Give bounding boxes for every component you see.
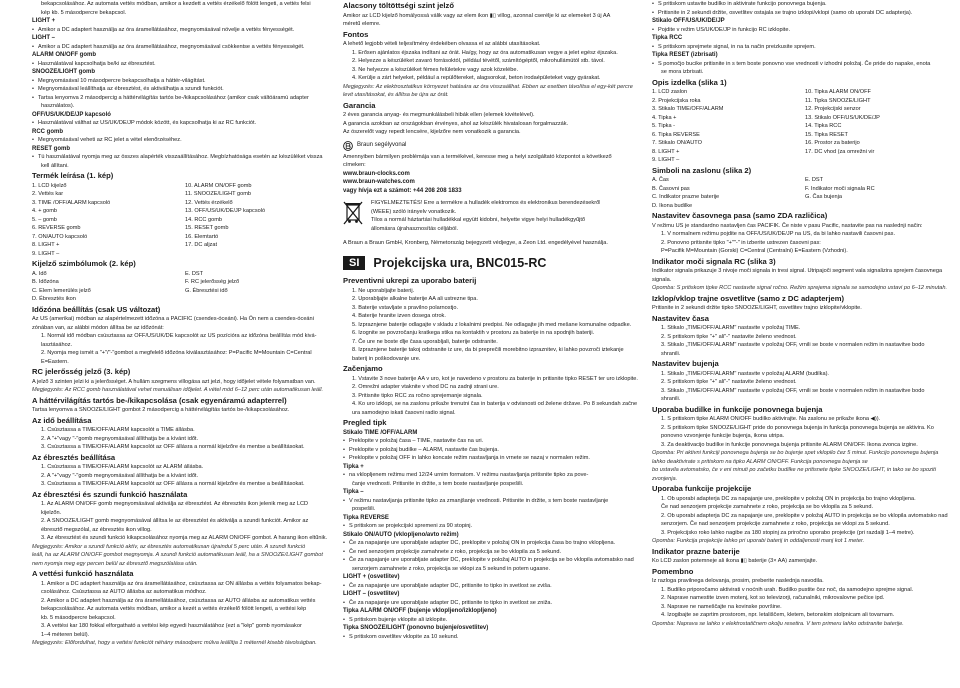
section-heading: RC jelerősség jelző (3. kép) xyxy=(32,367,131,376)
text-line: 3. Stikalo „TIME/OFF/ALARM" nastavite v položaj OFF, vrnili se boste v normalen režim in nastavitve bodo xyxy=(661,342,925,348)
text-line: • Če za napajanje ure uporabljate adapter DC, pritisnite to tipko in svetlost se zniža. xyxy=(343,599,643,608)
text-line: • Če za napajanje ure uporabljate adapter DC, preklopite v položaj ON in projekcija časa bo trajno vklopljena. xyxy=(343,539,643,548)
list-item: C. Elem lemerülés jelző xyxy=(32,287,91,294)
section-heading: RCC gomb xyxy=(32,128,63,135)
text-line: 3. Csúsztassa a TIME/OFF/ALARM kapcsolót az OFF állásra a normál kijelzőre és mentse a beállításokat. xyxy=(41,444,305,450)
sl-instructions-part2 xyxy=(652,211,954,628)
text-line: 2. Naprave namestite izven motenj, kot so televizorji, računalniki, mikrovalovne pečice ipd. xyxy=(661,595,885,601)
text-line: 3. Stikalo „TIME/OFF/ALARM" nastavite v položaj OFF, vrnili se boste v normalen režim in nastavitve bodo xyxy=(661,387,925,394)
text-line: • Megnyomásával veheti az RC jelet a vétel elenőrzéséhez. xyxy=(32,136,334,145)
column-slovenian xyxy=(652,0,954,688)
text-line: 2. S pritiskom tipke "+" ali"-" nastavite želeno vrednost. xyxy=(661,333,797,340)
text-line: 6. Izognite se povzročanju kratkega stika na kontaktih v prostoru za baterije in na spodnjih bateriji. xyxy=(352,330,595,336)
section-heading: LIGHT – xyxy=(32,35,56,41)
text-line: A garancia azokban az országokban érvényes, ahol az készülék hivatalosan forgalmazzák. xyxy=(343,120,569,127)
sl-product-parts-grid xyxy=(652,88,954,165)
section-heading: Stikalo OFF/US/UK/DE/JP xyxy=(652,18,725,24)
section-heading: Tipka REVERSE xyxy=(343,514,389,521)
text-line: 1. Ne uporabljajte baterij. xyxy=(352,287,415,294)
section-heading: Alacsony töltöttségi szint jelző xyxy=(343,1,454,10)
sl-language-badge: SI xyxy=(343,256,365,271)
text-line: címeken: xyxy=(343,162,366,168)
text-line: 3. Ne helyezze a készüléket fémes felületekre vagy azok közelébe. xyxy=(352,66,519,73)
list-item: G. Čas bujenja xyxy=(805,194,843,200)
list-item: D. Ikona budilke xyxy=(652,202,693,209)
text-line: 1. Csúsztassa a TIME/OFF/ALARM kapcsolót az ALARM állásba. xyxy=(41,464,204,470)
text-line: 2. Uporabljajte alkalne baterije AA ali ustrezne tipa. xyxy=(352,296,478,302)
text-line: 3. Az ébresztést és szundi funkció kikapcsolásához nyomja meg az ALARM ON/OFF gombot. A harang ikon eltűnik. xyxy=(41,535,328,541)
text-line: bekapcsolásához. Az automata vettés módban, amikor a kezét a vettés érzékelő fölött lengeti, a vettési kép xyxy=(41,606,307,612)
column-hungarian xyxy=(32,0,334,688)
text-line: Ko LCD zaslon potemneje ali ikona ▮▯ baterije (3× AA) zamenjajte. xyxy=(652,558,818,564)
list-item: 8. LIGHT + xyxy=(652,148,680,155)
section-heading: www.braun-watches.com xyxy=(343,179,415,185)
list-item: B. Časovni pas xyxy=(652,185,690,192)
text-line: 3. Pritisnite tipko RCC za ročno sprejemanje signala. xyxy=(352,392,483,399)
section-heading: OFF/US/UK/DE/JP kapcsoló xyxy=(32,111,111,118)
list-item: C. Indikator prazne baterije xyxy=(652,194,720,200)
text-line: Opomba: Pri aktivni funkciji ponovnega bujenja se bo bujenje spet vklopilo čez 5 minut. Funkcijo ponovnega bujenja xyxy=(652,450,939,456)
list-item: 1. LCD zaslon xyxy=(652,89,688,95)
list-item: F. Indikator moči signala RC xyxy=(805,185,875,192)
list-item: 11. Tipka SNOOZE/LIGHT xyxy=(805,97,871,104)
text-line: Pritisnite in 2 sekundi držite tipko SNOOZE/LIGHT, osvetlitev trajno izklopite/vklopite. xyxy=(652,305,862,311)
list-item: 9. LIGHT – xyxy=(652,157,680,163)
text-line: Če nad senzorjem projekcije zamahnete z roko, projekcija se bo vklopila za 5 sekund. xyxy=(661,504,874,510)
sl-symbols-left xyxy=(652,176,801,210)
text-line: shranili. xyxy=(661,350,681,357)
text-line: V režimu US je standardno nastavljen čas PACIFIK. Če niste v pasu Pacific, nastavite pas na naslednji način: xyxy=(652,222,923,229)
text-line: 3. Naprave ne nameščajte na kovinske površine. xyxy=(661,603,782,610)
text-line: 1. Budilko priporočamo aktivirati v noćnih urah. Budilko pustite čez noč, da samodejno sprejme signal. xyxy=(661,586,914,593)
hu-product-parts-grid xyxy=(32,182,334,259)
hu-service-contacts xyxy=(343,153,643,196)
section-heading: Začenjamo xyxy=(343,364,383,373)
list-item: 7. ON/AUTO kapcsoló xyxy=(32,233,88,240)
list-item: Tilos a normál háztartási hulladékkal együtt kidobni, helyette vigye helyi hulladékgyűjtő xyxy=(371,217,586,223)
section-heading: Az ébresztés beállítása xyxy=(32,452,116,462)
text-line: Amennyiben bármilyen problémája van a termékével, keresse meg a helyi szolgáltató központot a következő xyxy=(343,153,612,160)
text-line: kell állítani. xyxy=(41,162,69,169)
list-item: D. Ébresztés ikon xyxy=(32,296,76,302)
text-line: • S pritiskom se projekcijski spremeni za 90 stopinj. xyxy=(343,522,643,531)
section-heading: Stikalo TIME /OFF/ALARM xyxy=(343,429,418,436)
text-line: kép kb. 5 másodpercre bekapcsol. xyxy=(41,9,127,16)
text-line: 2. S pritiskom tipke "+" ali"-" nastavite želeno vrednost. xyxy=(661,379,797,385)
sl-section-banner xyxy=(343,256,643,271)
text-line: 3. Za deaktivacijo budilke in funkcije ponovnega bujenja pritisnite ALARM ON/OFF. Ikona zvonca izgine. xyxy=(661,441,918,448)
section-heading: Tipka RCC xyxy=(652,35,683,41)
sl-symbols-title: Simboli na zaslonu (slika 2) xyxy=(652,165,752,175)
text-line: Az US (amerikai) módban az alapértelmezett időzóna a PACIFIC (csendes-óceáni). Ha Ön nem a csendes-óceáni xyxy=(32,316,314,322)
text-line: Opomba: Naprava se lahko v elektrostatičnem okolju resetira. V tem primeru lahko odstranite baterije. xyxy=(652,620,904,627)
text-line: 1. Stikalo „TIME/OFF/ALARM" nastavite v položaj TIME. xyxy=(661,325,801,331)
text-line: P=Pacifik M=Mountain (Gorski) C=Central (Centralni) E=Eastern (Vzhodni). xyxy=(661,248,848,254)
text-line: 2. Ponovno pritisnite tipko "+""-" in izberite ustrezen časovni pas: xyxy=(661,239,821,246)
section-heading: Tipka RESET (izbrisati) xyxy=(652,52,718,58)
sl-instructions-part1 xyxy=(343,276,643,641)
list-item: 14. RCC gomb xyxy=(185,216,222,223)
list-item: B. Időzóna xyxy=(32,279,59,285)
section-heading: LIGHT + (osvetlitev) xyxy=(343,574,400,580)
text-line: 2. S pritiskom tipke SNOOZE/LIGHT pride do ponovnega bujenja in funkcija ponovnega bujenja se aktivira. Ko xyxy=(661,424,934,431)
section-heading: vagy hívja ezt a számot: +44 208 208 1833 xyxy=(343,187,462,194)
text-line: ébresztő megszólal, az ébresztés ikon villog. xyxy=(41,526,152,533)
sl-product-description-title: Opis izdelka (slika 1) xyxy=(652,77,727,87)
text-line: senzorjem zamahnete z roko, projekcija se vklopi za 5 sekund in potem ugasne. xyxy=(352,565,551,572)
section-heading: Az ébresztési és szundi funkció használata xyxy=(32,489,188,499)
section-heading: LIGHT – (osvetlitev) xyxy=(343,591,400,597)
list-item: 6. REVERSE gomb xyxy=(32,225,81,231)
section-heading: Időzóna beállítás (csak US változat) xyxy=(32,304,161,314)
text-line: használatos). xyxy=(41,103,75,109)
list-item: 3. TIME /OFF/ALARM kapcsoló xyxy=(32,199,111,206)
text-line: méretű elemre. xyxy=(343,21,381,27)
list-item: FIGYELMEZTETÉS! Erre a termékre a hulladék elektromos és elektronikus berendezésekről xyxy=(371,200,601,206)
text-line: Megjegyzés: Az RCC gomb használatával vehet manuálisan időjelet. A vétel mód 6–12 perc után automatikusan leáll. xyxy=(32,387,324,393)
text-line: 1–4 méteren belül). xyxy=(41,631,90,638)
section-heading: Tipka + xyxy=(343,463,364,470)
list-item: 10. ALARM ON/OFF gomb xyxy=(185,182,252,189)
list-item: 2. Vettés kar xyxy=(32,191,64,197)
text-line: 1. S pritiskom tipke ALARM ON/OFF budilko aktivirajte. Na zaslonu se prikaže ikona ◀)). xyxy=(661,416,881,422)
list-item: 8. LIGHT + xyxy=(32,242,60,248)
text-line: • Használatával kapcsolhatja be/ki az ébresztést. xyxy=(32,60,334,69)
list-item: 3. Stikalo TIME/OFF/ALARM xyxy=(652,106,724,112)
column-middle xyxy=(343,0,643,688)
section-heading: SNOOZE/LIGHT gomb xyxy=(32,69,95,75)
text-line: • Megnyomásával 10 másodpercre bekapcsolhatja a háttér-világítást. xyxy=(32,77,334,86)
braun-service-label: Braun segélyvonal xyxy=(357,142,407,149)
list-item: 4. Tipka + xyxy=(652,114,677,121)
list-item: 15. Tipka RESET xyxy=(805,131,848,138)
text-line: • Tartsa lenyomva 2 másodpercig a háttérvilágítás tartós be-/kikapcsolásához (amikor csak váltóáramú adapter xyxy=(32,94,334,103)
text-line: 4. Izogibajte se zaprtim prostorom, npr. letališčem, kletem, betonskim stolpnicam ali tovarnam. xyxy=(661,612,895,618)
text-line: 5. Izpraznjene baterije odlagajte v skladu z lokalnimi predpisi. Ne odlagajte jih med mešane komunalne odpadke. xyxy=(352,321,632,328)
list-item: F. RC jelerősség jelző xyxy=(185,279,240,285)
text-line: ponovno vzvonjenje funkcije bujenja, ikona utripa. xyxy=(661,433,785,439)
text-line: • Pojdite v režim US/UK/DE/JP in funkcijo RC izklopite. xyxy=(652,26,954,35)
list-item: A. Idő xyxy=(32,270,47,277)
section-heading: www.braun-clocks.com xyxy=(343,170,410,177)
text-line: 7. Če ure ne boste dlje časa uporabljali, baterije odstranite. xyxy=(352,338,498,345)
hu-product-description-title: Termék leírása (1. kép) xyxy=(32,171,114,180)
text-line: 3. Csúsztassa a TIME/OFF/ALARM kapcsolót az OFF állásra a normál kijelzőre és mentse a beállításokat. xyxy=(41,481,305,487)
section-heading: LIGHT + xyxy=(32,18,56,24)
list-item: 6. Tipka REVERSE xyxy=(652,131,700,138)
section-heading: A vettési funkció használata xyxy=(32,569,134,578)
text-line: 1. V normalnem režimu pojdite na OFF/US/UK/DE/JP na US, da bi lahko nastavili časovni pas. xyxy=(661,231,896,237)
section-heading: Pregled tipk xyxy=(343,418,387,427)
text-line: • S pritiskom sprejmete signal, in na ta način preizkusite sprejem. xyxy=(652,43,954,52)
text-line: • Preklopite v položaj budilke – ALARM, nastavite čas bujenja. xyxy=(343,446,643,455)
sl-symbols-right xyxy=(805,176,954,210)
weee-notice xyxy=(343,199,643,233)
hu-symbols-left xyxy=(32,270,181,304)
text-line: 3. Baterije vstavljate s pravilno polarnostjo. xyxy=(352,304,459,311)
text-line: 2. Helyezze a készüléket zavaró forrásoktól, például tévétől, számítógéptől, mikrohullámútól stb. távol. xyxy=(352,58,605,64)
text-line: • Amikor a DC adaptert használja az óra áramellátásához, megnyomásával csökkentse a vettés fényességét. xyxy=(32,43,334,52)
text-line: 2. Amikor a DC adaptert használja az óra áramellátásához, csúsztassa az AUTO állásba az automatikus vettés xyxy=(41,597,316,604)
text-line: • Használatával válthat az US/UK/DE/JP módok között, és kapcsolhatja ki az RC funkciót. xyxy=(32,119,334,128)
text-line: 3. Projekcijsko roko lahko nagibe za 180 stopinj za priročno uporabo projekcije (pri razdalji 1–4 metre). xyxy=(661,529,915,536)
list-item: E. DST xyxy=(185,270,204,277)
section-heading: RESET gomb xyxy=(32,145,71,152)
section-heading: A háttérvilágítás tartós be-/kikapcsolása (csak egyenáramú adapterrel) xyxy=(32,395,287,405)
hu-button-descriptions xyxy=(32,0,334,170)
text-line: Indikator signala prikazuje 3 nivoje moči signala in tresi signal. Utripajoči segment vala signalizira sprejem časovnega xyxy=(652,268,943,274)
text-line: • Tú használatával nyomja meg az összes alapérték visszaállításához. Megbízhatósága esetén az készüléket vissza xyxy=(32,153,334,162)
text-line: 1. Ob uporabi adapterja DC za napajanje ure, preklopite v položaj ON in projekcija bo trajno vklopljena. xyxy=(661,495,916,502)
hu-symbols-title: Kijelző szimbólumok (2. kép) xyxy=(32,259,136,268)
list-item: 17. DC vhod (za omrežni vir xyxy=(805,148,875,155)
hu-instructions xyxy=(32,305,334,648)
text-line: čanje vrednosti. Pritisnite in držite, s tem boste nastavljanje pospešili. xyxy=(352,480,524,487)
text-line: leáll, ha az ALARM ON/OFF gombot megnyomja. A szundi funkció automatikusan leáll, ha a SNOOZE/LIGHT gombot xyxy=(32,552,323,558)
text-line: kb. 5 másodpercre bekapcsol. xyxy=(41,614,116,621)
text-line: 2. A SNOOZE/LIGHT gomb megnyomásával állítsa le az ébresztést és aktiválja a szundi funkciót. Amikor az xyxy=(41,518,309,524)
list-item: G. Ébresztési idő xyxy=(185,287,228,294)
text-line: • Če ned senzorjem projekcije zamahnete z roko, projekcija se bo vklopila za 5 sekund. xyxy=(343,548,643,557)
list-item: 5. Tipka - xyxy=(652,123,676,129)
text-line: Opomba: Funkcija projekcije lahko pri uporabi baterij in oddaljenosti manj kot 1 meter. xyxy=(652,538,865,544)
text-line: senzorjem. Če nad senzorjem projekcije zamahnete z roko, projekcija se vklopi za 5 sekund. xyxy=(661,521,890,527)
text-line: baterij in poškodovanje ure. xyxy=(352,355,421,362)
list-item: 2. Projekcijska roka xyxy=(652,97,701,104)
section-heading: Indikator prazne baterije xyxy=(652,546,740,556)
list-item: 11. SNOOZE/LIGHT gomb xyxy=(185,191,252,197)
text-line: Megjegyzés: Előfordulhat, hogy a vettési funkciót néhány másodperc múlva leállítja 1 méternél kisebb távolságban. xyxy=(32,640,317,646)
text-line: • Amikor a DC adaptert használja az óra áramellátásához, megnyomásával növelje a vettés fényességét. xyxy=(32,26,334,35)
text-line: • S pritiskom bujenje vklopite ali izklopite. xyxy=(343,616,643,625)
text-line: • S pritiskom ustavite budilko in aktivirate funkcijo ponovnega bujenja. xyxy=(652,0,954,9)
list-item: 12. Projekcijski senzor xyxy=(805,106,861,112)
text-line: 1. Vstavite 3 nove baterije AA v uro, kot je navedeno v prostoru za baterije in pritisnite tipko RESET ter uro izklopite. xyxy=(352,375,638,382)
section-heading: Tipka ALARM ON/OFF (bujenje vklopljeno/izklopljeno) xyxy=(343,608,497,614)
list-item: 7. Stikalo ON/AUTO xyxy=(652,140,702,146)
list-item: 17. DC aljzat xyxy=(185,242,218,248)
section-heading: Nastavitev bujenja xyxy=(652,359,719,368)
section-heading: Indikator moči signala RC (slika 3) xyxy=(652,256,776,266)
hu-symbols-right xyxy=(185,270,334,304)
sl-parts-left xyxy=(652,88,801,165)
text-line: ura samodejno iskati časovni radio signal. xyxy=(352,409,456,416)
text-line: • V režimu nastavljanja pritisnite tipko za zmanjšanje vrednosti. Pritisnite in držite, s tem boste nastavljanje xyxy=(343,497,643,506)
section-heading: Fontos xyxy=(343,29,369,39)
list-item: 14. Tipka RCC xyxy=(805,123,842,129)
text-line: 8. Izpraznjene baterije takoj odstranite iz ure, da bi preprečili morebitno izpraznitev, ki lahko povzroči iztekanje xyxy=(352,347,624,353)
text-line: 1. Amikor a DC adaptert használja az óra áramellátásához, csúsztassa az ON állásba a vettés folyamatos bekap- xyxy=(41,580,322,587)
section-heading: Tipka – xyxy=(343,489,364,495)
text-line: • Če za napajanje ure uporabljate adapter DC, pritisnite to tipko in svetlost se zviša. xyxy=(343,582,643,591)
text-line: • Megnyomásával leállíthatja az ébresztést, és aktiválhatja a szundi funkciót. xyxy=(32,85,334,94)
section-heading: Stikalo ON/AUTO (vklopljeno/avto režim) xyxy=(343,531,459,538)
text-line: 1. Stikalo „TIME/OFF/ALARM" nastavite v položaj ALARM (budilka). xyxy=(661,370,829,377)
text-line: zvonjenja. xyxy=(652,475,678,482)
list-item: 13. Stikalo OFF/US/UK/DE/JP xyxy=(805,114,880,121)
braun-service-line xyxy=(343,141,643,151)
section-heading: Az idő beállítása xyxy=(32,415,92,425)
text-line: A lehető legjobb vételi teljesítmény érdekében olvassa el az alábbi utasításokat. xyxy=(343,41,541,47)
text-line: 2. A "+"vagy "-"gomb megnyomásával állíthatja be a kívánt időt. xyxy=(41,472,199,479)
section-heading: Preventivni ukrepi za uporabo baterij xyxy=(343,276,477,285)
text-line: 1. Az ALARM ON/OFF gomb megnyomásával aktiválja az ébresztést. Az ébresztés ikon jelenik meg az LCD xyxy=(41,501,309,507)
text-line: shranili. xyxy=(661,396,681,402)
list-item: 13. OFF/US/UK/DE/JP kapcsoló xyxy=(185,208,266,214)
text-line: nem nyomja meg egy percen belül az ébresztő megszólalása után. xyxy=(32,560,198,567)
list-item: E. DST xyxy=(805,177,824,183)
text-line: csolásához. Csúsztassa az AUTO állásba az automatikus módhoz. xyxy=(41,589,207,595)
text-line: bo ustavila avtomatsko, če v eni minuti po začetku budilke ne pritisnete tipke SNOOZE/LIGHT, in tako se bo spoziti xyxy=(652,467,936,473)
section-heading: ALARM ON/OFF gomb xyxy=(32,52,96,58)
text-line: • Če za napajanje ure uporabljate adapter DC, preklopite v položaj AUTO in projekcija se bo vklopila avtomatsko nad xyxy=(343,556,643,565)
text-line: 1. Csúsztassa a TIME/OFF/ALARM kapcsolót a TIME állásba. xyxy=(41,427,195,433)
section-heading: Garancia xyxy=(343,100,376,110)
list-item: A. Čas xyxy=(652,177,669,183)
hu-symbols-grid xyxy=(32,270,334,304)
section-heading: Pomembno xyxy=(652,566,694,576)
text-line: Tartsa lenyomva a SNOOZE/LIGHT gombot 2 másodpercig a háttérvilágítás tartós be-/kikapcsolásához. xyxy=(32,407,290,413)
text-line: Amikor az LCD kijelző homályossá válik vagy az elem ikon ▮▯ villog, azonnal cserélje ki az elemeket 3 új AA xyxy=(343,12,611,19)
list-item: 12. Vettés érzékelő xyxy=(185,199,233,206)
text-line: • Pritisnite in 2 sekundi držite, osvetlitev ostajala se trajno izklopi/vklopi (samo ob uporabi DC adapterja). xyxy=(652,9,954,18)
sl-product-title: Projekcijska ura, BNC015-RC xyxy=(373,255,547,270)
text-line: signala. xyxy=(652,276,672,283)
text-line: 2. A "+"vagy "-"gomb megnyomásával állíthatja be a kívánt időt. xyxy=(41,435,199,442)
section-heading: Nastavitev časa xyxy=(652,313,709,323)
text-line: Opomba: S pritiskom tipke RCC nastavite signal ročno. Režim sprejema signala se samodejno ustavi po 6–12 minutah. xyxy=(652,285,948,291)
text-line: 2. Ob uporabi adapterja DC za napajanje ure, preklopite v položaj AUTO in projekcija se bo vklopila avtomatsko nad xyxy=(661,512,948,519)
list-item: 9. LIGHT – xyxy=(32,250,60,257)
list-item: állomásra újrahasznosítás céljából. xyxy=(371,225,459,232)
text-line: 4. Ko uro izklopi, se na zaslonu prikaže trenutni čas in baterija v odvisnosti od želene države. Po 8 sekundah začne xyxy=(352,401,638,407)
section-heading: Uporaba budilke in funkcije ponovnega bujenja xyxy=(652,404,823,414)
sl-parts-right xyxy=(805,88,954,165)
text-line: • S pritiskom osvetlitev vklopite za 10 sekund. xyxy=(343,633,643,642)
trademark-notice: A Braun a Braun GmbH, Kronberg, Németország bejegyzett védjegye, a Zeon Ltd. engedélyével használja. xyxy=(343,240,608,246)
sl-symbols-grid xyxy=(652,176,954,210)
text-line: 4. Baterije hranite izven dosega otrok. xyxy=(352,313,446,319)
text-line: kijelzőn. xyxy=(41,509,62,516)
text-line: lasztásához. xyxy=(41,341,73,348)
hu-parts-left xyxy=(32,182,181,259)
list-item: 16. Elemtartó xyxy=(185,233,219,240)
list-item: 10. Tipka ALARM ON/OFF xyxy=(805,89,871,95)
list-item: 16. Prostor za baterijo xyxy=(805,140,860,146)
text-line: A jelző 3 szinten jelzi ki a jelerősséget. A hullám szegmens villogása azt jelzi, hogy időjelet vétele folyamatban van. xyxy=(32,378,316,385)
text-line: levit utasításokat, és állítsa be újra az órát. xyxy=(343,92,449,98)
text-line: pospešili. xyxy=(352,506,376,512)
text-line: 2 éves garancia anyag- és megmunkálásbeli hibák ellen (elemek kivételével). xyxy=(343,112,535,118)
list-item: 1. LCD kijelző xyxy=(32,182,67,189)
weee-text xyxy=(371,199,600,233)
text-line: • na vklopljenem režimu med 12/24 urnim formatom. V režimu nastavljanja pritisnite tipko za pove- xyxy=(343,471,643,480)
text-line: 3. A vettési kar 180 fokkal elforgatható a vettési kép egyedi használatához (ezt a "kép" gomb nyomásakor xyxy=(41,623,302,629)
text-line: bekapcsolásához. Az automata vettés módban, amikor a kezdett a vettés érzékelő fölött lengeti, a vettés felsi xyxy=(41,1,311,7)
text-line: 2. Omrežni adapter vtaknite v vhod DC na zadnji strani ure. xyxy=(352,384,499,390)
text-line: Iz razloga pravilnega delovanja, prosim, preberite naslednja navodila. xyxy=(652,578,824,584)
list-item: 15. RESET gomb xyxy=(185,225,229,231)
text-line: • S pomočjo bucike pritisnite in s tem boste ponovno vse vrednosti v izhodni položaj. Če pride do napake, enota xyxy=(652,60,954,69)
crossed-bin-icon xyxy=(343,201,363,225)
text-line: 2. Nyomja meg ismét a "+"/"-"gombot a megfelelő időzóna kiválasztásához: P=Pacific M=Mountain C=Central xyxy=(41,350,312,356)
list-item: (WEEE) szóló irányelv vonatkozik. xyxy=(371,208,457,215)
text-line: 1. Erősen ajánlatos éjszaka indítani az órát. Ha/gy, hogy az óra automatikusan vegye a jelet egész éjszaka. xyxy=(352,49,618,56)
text-line: lahko deaktivirate s pritiskom na tipko ALARM ON/OFF. Funkcija ponovnega bujenja se xyxy=(652,458,868,465)
text-line: • Preklopite v položaj OFF in lahko koncate režim nastavljanja in vrnete se nazaj v normalen režim. xyxy=(343,454,643,463)
section-heading: Izklop/vklop trajne osvetlitve (samo z DC adapterjem) xyxy=(652,293,845,303)
sl-buttons-continued xyxy=(652,0,954,77)
hu-parts-right xyxy=(185,182,334,259)
section-heading: Tipka SNOOZE/LIGHT (ponovno bujenje/osvetlitev) xyxy=(343,625,489,631)
section-heading: Nastavitev časovnega pasa (samo ZDA različica) xyxy=(652,211,828,220)
list-item: 4. + gomb xyxy=(32,208,58,214)
text-line: 1. Normál idő módban csúsztassa az OFF/US/UK/DE kapcsolót az US pozícióra az időzóna beállítás mód kivá- xyxy=(41,333,317,339)
text-line: zónában van, az alábbi módon állítsa be az időzónát: xyxy=(32,324,164,331)
text-line: 4. Kerülje a zárt helyeket, például a repülőtereket, alagsorokat, beton irodaépületeket vagy gyárakat. xyxy=(352,75,601,81)
list-item: 5. – gomb xyxy=(32,216,57,223)
section-heading: Uporaba funkcije projekcije xyxy=(652,484,752,493)
text-line: Megjegyzés: Az elektrosztatikus környezet hatására az óra visszaállhat. Ebben az esetben távolítsa el egy-két percre xyxy=(343,83,633,90)
text-line: E=Eastern. xyxy=(41,358,69,365)
text-line: se mora izbrisati. xyxy=(661,69,704,75)
text-line: • Preklopite v položaj časa – TIME, nastavite čas na uri. xyxy=(343,437,643,446)
hu-battery-and-warranty xyxy=(343,1,643,137)
braun-logo-icon xyxy=(343,141,353,151)
text-line: Megjegyzés: Amikor a szundi funkció aktív, az ébresztés automatikusan újraindul 5 perc után. A szundi funkció xyxy=(32,543,306,550)
text-line: Az ószerelőt vagy repedt lencsére, kijelzőre nem vonatkozik a garancia. xyxy=(343,129,521,135)
